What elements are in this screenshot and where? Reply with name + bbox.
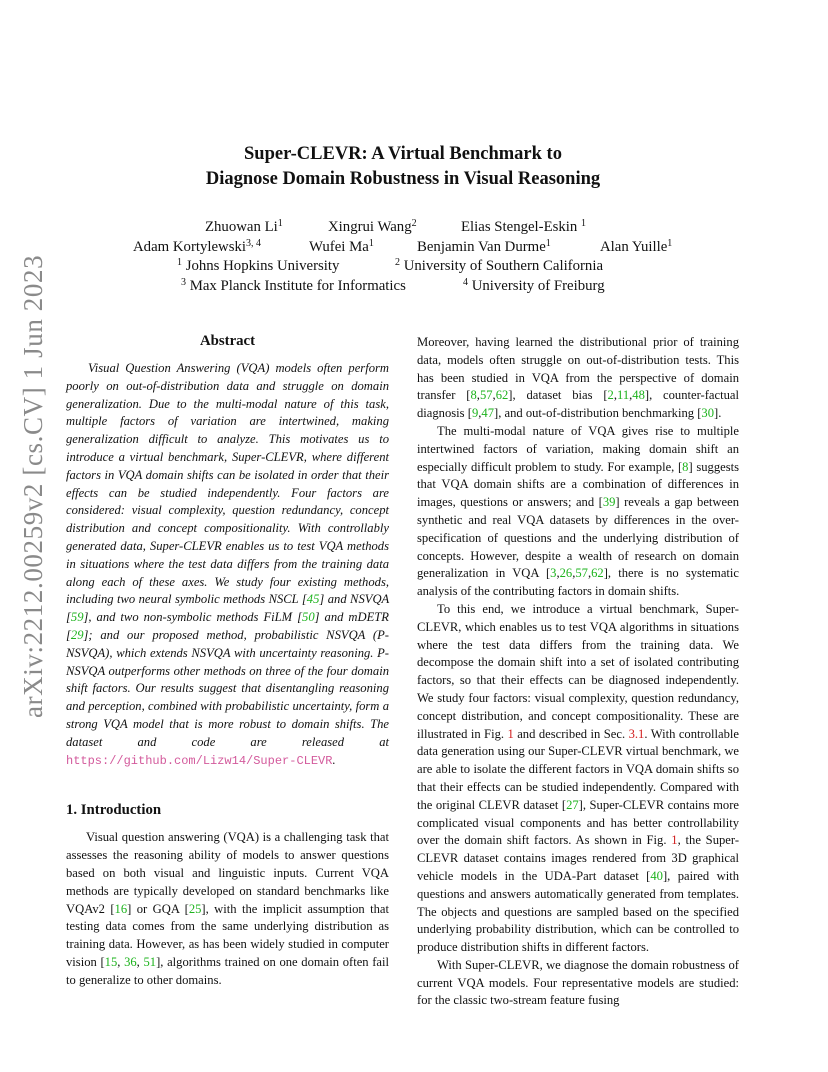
- author-line-1: [100, 218, 780, 238]
- author: Elias Stengel-Eskin $^1$: [461, 218, 587, 235]
- citation-link[interactable]: 25: [188, 901, 202, 916]
- citation-link[interactable]: 30: [701, 406, 714, 421]
- figure-ref-link[interactable]: 1: [671, 833, 678, 848]
- affiliation-line-1: [100, 257, 780, 277]
- arxiv-stamp: arXiv:2212.00259v2 [cs.CV] 1 Jun 2023: [18, 254, 48, 718]
- citation-link[interactable]: 57: [575, 566, 588, 581]
- affiliation-line-2: [100, 277, 780, 297]
- figure-ref-link[interactable]: 1: [507, 726, 514, 741]
- author: Zhuowan Li$^1$: [205, 218, 283, 235]
- right-paragraph-2: The multi-modal nature of VQA gives rise to multiple intertwined factors of variation, making domain shift an especially difficult problem to study. For example, [8] suggests that VQA domain shifts are a combination of differences in images, questions or answers; and [39] reveals a gap between synthetic and real VQA datasets by differences in the over-specification of questions and the underlying distribution of concepts. However, despite a wealth of research on domain generalization in VQA [3,26,57,62], there is no systematic analysis of the contributing factors in domain shifts.: [417, 423, 740, 599]
- citation-link[interactable]: 2: [607, 388, 614, 403]
- citation-link[interactable]: 50: [302, 610, 315, 625]
- abstract-text: Visual Question Answering (VQA) models often perform poorly on out-of-distribution data and struggle on domain generalization. Due to the multi-modal nature of this task, multiple factors of variation are intertwined, making generalization difficult to analyze. This motivates us to introduce a virtual benchmark, Super-CLEVR, where different factors in VQA domain shifts can be isolated in order that their effects can be studied independently. Four factors are considered: visual complexity, question redundancy, concept distribution and concept compositionality. With controllably generated data, Super-CLEVR enables us to test VQA methods in situations where the test data differs from the training data along each of these axes. We study four existing methods, including two neural symbolic methods NSCL [45] and NSVQA [59], and two non-symbolic methods FiLM [50] and mDETR [29]; and our proposed method, probabilistic NSVQA (P-NSVQA), which extends NSVQA with uncertainty reasoning. P-NSVQA outperforms other methods on three of the four domain shift factors. Our results suggest that disentangling reasoning and perception, combined with probabilistic uncertainty, form a strong VQA model that is more robust to domain shifts. The dataset and code are released at https://github.com/Lizw14/Super-CLEVR.: [66, 361, 390, 768]
- github-url-link[interactable]: https://github.com/Lizw14/Super-CLEVR: [66, 753, 333, 768]
- affiliation: $^2$ University of Southern California: [395, 257, 604, 274]
- citation-link[interactable]: 29: [70, 627, 84, 642]
- citation-link[interactable]: 16: [114, 901, 128, 916]
- right-column: [417, 334, 739, 1010]
- citation-link[interactable]: 11: [616, 388, 630, 403]
- affiliation: $^3$ Max Planck Institute for Informatics: [181, 276, 406, 294]
- right-paragraph-4: With Super-CLEVR, we diagnose the domain robustness of current VQA models. Four representative models are studied: for the classic two-stream feature fusing: [417, 957, 739, 1008]
- citation-link[interactable]: 8: [682, 459, 689, 474]
- citation-link[interactable]: 59: [70, 610, 84, 625]
- author: Wufei Ma$^1$: [309, 237, 374, 255]
- citation-link[interactable]: 47: [481, 406, 494, 421]
- right-paragraph-1: Moreover, having learned the distributional prior of training data, models often struggle on out-of-distribution tests. This has been studied in VQA from the perspective of domain transfer [8,57,62], dataset bias [2,11,48], counter-factual diagnosis [9,47], and out-of-distribution benchmarking [30].: [417, 335, 739, 421]
- citation-link[interactable]: 40: [650, 868, 663, 883]
- left-column: [66, 330, 389, 990]
- author-line-2: [100, 238, 780, 258]
- section-ref-link[interactable]: 3.1: [628, 726, 645, 741]
- citation-link[interactable]: 39: [602, 495, 616, 510]
- citation-link[interactable]: 9: [471, 406, 479, 421]
- author: Benjamin Van Durme$^1$: [417, 237, 551, 255]
- author: Alan Yuille$^1$: [600, 237, 673, 255]
- intro-paragraph: Visual question answering (VQA) is a challenging task that assesses the reasoning ability of models to answer questions based on both visual and linguistic inputs. Current VQA methods are typically developed on standard benchmarks like VQAv2 [16] or GQA [25], with the implicit assumption that testing data comes from the same underlying distribution as training data. However, as has been widely studied in computer vision [15, 36, 51], algorithms trained on one domain often fail to generalize to other domains.: [66, 830, 390, 987]
- abstract-heading: Abstract: [199, 333, 256, 349]
- affiliation: $^4$ University of Freiburg: [463, 276, 605, 294]
- citation-link[interactable]: 27: [566, 797, 579, 812]
- citation-link[interactable]: 57: [479, 388, 493, 403]
- citation-link[interactable]: 15: [104, 954, 118, 969]
- citation-link[interactable]: 51: [143, 954, 157, 969]
- citation-link[interactable]: 26: [559, 566, 573, 581]
- citation-link[interactable]: 48: [632, 388, 645, 403]
- citation-link[interactable]: 62: [591, 566, 604, 581]
- introduction-heading: 1. Introduction: [66, 802, 162, 819]
- affiliation: $^1$ Johns Hopkins University: [177, 257, 340, 274]
- citation-link[interactable]: 8: [470, 388, 477, 403]
- citation-link[interactable]: 36: [124, 954, 137, 969]
- citation-link[interactable]: 45: [306, 592, 320, 607]
- author: Xingrui Wang$^2$: [328, 218, 417, 235]
- right-paragraph-3: To this end, we introduce a virtual benchmark, Super-CLEVR, which enables us to test VQA algorithms in situations where the test data differs from the training data. We decompose the domain shift into a set of isolated contributing factors, so that their effects can be diagnosed independently. We study four factors: visual complexity, question redundancy, concept distribution, and concept compositionality. These are illustrated in Fig. 1 and described in Sec. 3.1. With controllable data generation using our Super-CLEVR virtual benchmark, we are able to isolate the different factors in VQA domain shifts so that their effects can be studied independently. Compared with the original CLEVR dataset [27], Super-CLEVR contains more complicated visual components and has better controllability over the domain shift factors. As shown in Fig. 1, the Super-CLEVR dataset contains images rendered from 3D graphical vehicle models in the UDA-Part dataset [40], paired with questions and answers automatically generated from templates. The objects and questions are sampled based on the specified underlying probability distribution, which can be controlled to produce distribution shifts in different factors.: [417, 601, 740, 955]
- title-line-1: Super-CLEVR: A Virtual Benchmark to: [244, 144, 562, 164]
- citation-link[interactable]: 3: [550, 566, 557, 581]
- citation-link[interactable]: 62: [495, 388, 509, 403]
- paper-title: [100, 142, 706, 192]
- author: Adam Kortylewski$^{3, 4}$: [133, 237, 262, 255]
- author-block: [100, 218, 780, 296]
- title-line-2: Diagnose Domain Robustness in Visual Reasoning: [205, 169, 601, 189]
